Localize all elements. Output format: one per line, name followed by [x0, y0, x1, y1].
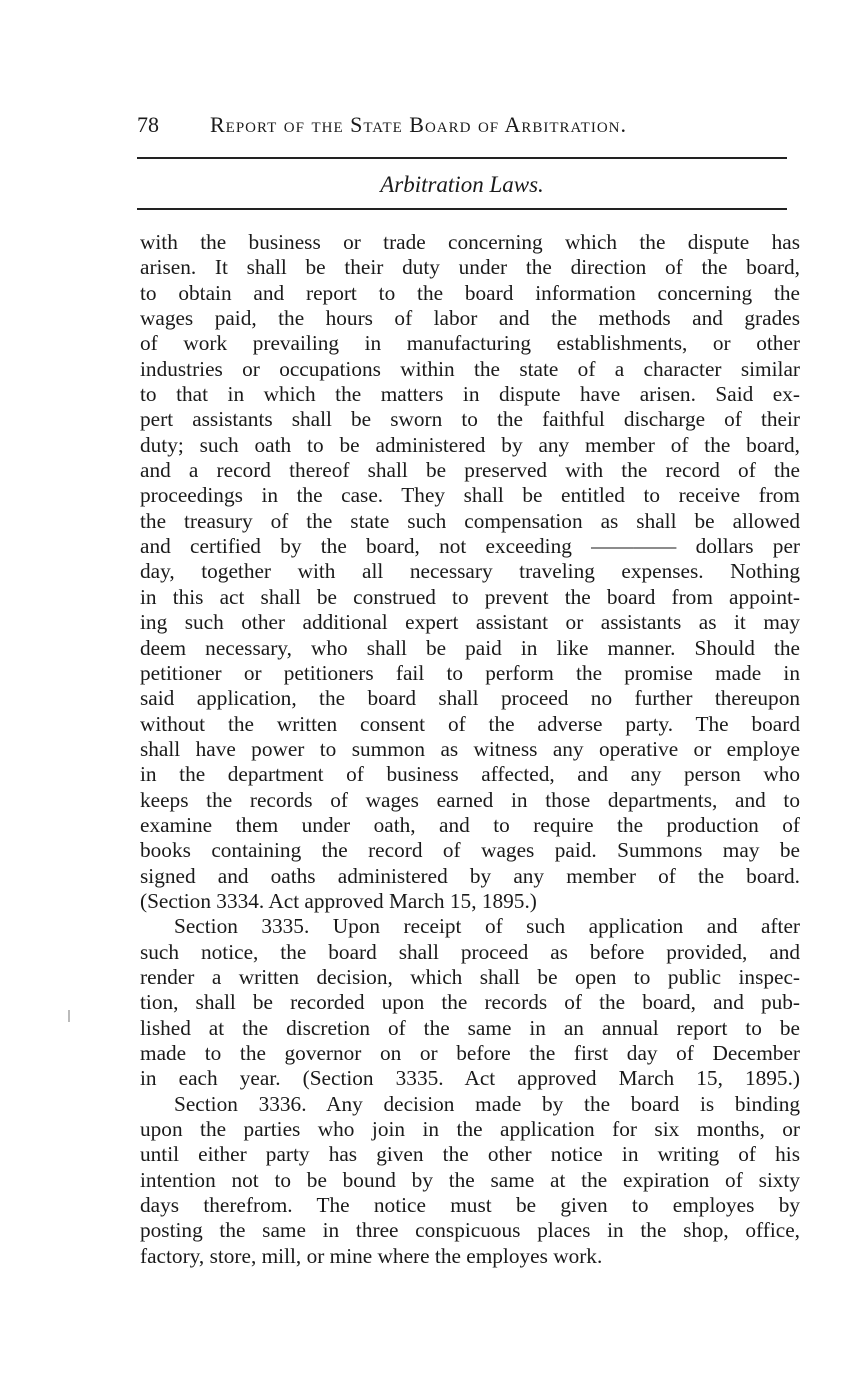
text-line: made to the governor on or before the first day of December	[140, 1041, 800, 1065]
section-heading: Arbitration Laws.	[380, 172, 544, 197]
text-line: examine them under oath, and to require the production of	[140, 812, 800, 837]
text-line: deem necessary, who shall be paid in like manner. Should the	[140, 635, 800, 660]
text-line: pert assistants shall be sworn to the faithful discharge of their	[140, 407, 800, 432]
text-line: intention not to be bound by the same at the expiration of sixty	[140, 1167, 800, 1192]
text-line: said application, the board shall proceed no further thereupon	[140, 686, 800, 711]
text-line: and a record thereof shall be preserved with the record of the	[140, 458, 800, 483]
text-line: to obtain and report to the board information concerning the	[140, 280, 800, 305]
text-line: wages paid, the hours of labor and the methods and grades	[140, 306, 800, 331]
text-line: signed and oaths administered by any member of the board.	[140, 863, 800, 888]
running-header	[137, 108, 787, 142]
text-line: proceedings in the case. They shall be entitled to receive from	[140, 483, 800, 508]
text-line: industries or occupations within the state of a character similar	[140, 356, 800, 381]
header-rule-bottom	[137, 208, 787, 210]
text-line: tion, shall be recorded upon the records of the board, and pub-	[140, 990, 800, 1015]
text-line: keeps the records of wages earned in those departments, and to	[140, 787, 800, 812]
text-line: in this act shall be construed to prevent the board from appoint-	[140, 584, 800, 609]
text-line: duty; such oath to be administered by any member of the board,	[140, 432, 800, 457]
text-line: ing such other additional expert assistant or assistants as it may	[140, 610, 800, 635]
text-line: upon the parties who join in the application for six months, or	[140, 1117, 800, 1142]
header-rule-top	[137, 157, 787, 159]
text-line: with the business or trade concerning which the dispute has	[140, 230, 800, 254]
text-line: Section 3336. Any decision made by the board is binding	[174, 1091, 800, 1116]
margin-mark	[68, 1010, 70, 1022]
text-line: the treasury of the state such compensation as shall be allowed	[140, 508, 800, 533]
body-text	[140, 230, 800, 1269]
text-line: Section 3335. Upon receipt of such application and after	[174, 914, 800, 939]
text-line: in each year. (Section 3335. Act approved March 15, 1895.)	[140, 1066, 800, 1091]
text-line: such notice, the board shall proceed as before provided, and	[140, 939, 800, 964]
text-line: arisen. It shall be their duty under the direction of the board,	[140, 255, 800, 280]
text-line: to that in which the matters in dispute have arisen. Said ex-	[140, 382, 800, 407]
text-line: without the written consent of the adverse party. The board	[140, 711, 800, 736]
text-line: posting the same in three conspicuous places in the shop, office,	[140, 1218, 800, 1243]
text-line: factory, store, mill, or mine where the employes work.	[140, 1243, 603, 1268]
text-line: in the department of business affected, and any person who	[140, 762, 800, 787]
text-line: until either party has given the other notice in writing of his	[140, 1142, 800, 1167]
text-line: render a written decision, which shall be open to public inspec-	[140, 964, 800, 989]
text-line: and certified by the board, not exceeding ———— dollars per	[140, 534, 800, 559]
text-line: books containing the record of wages paid. Summons may be	[140, 838, 800, 863]
text-line: days therefrom. The notice must be given to employes by	[140, 1193, 800, 1218]
text-line: of work prevailing in manufacturing establishments, or other	[140, 331, 800, 356]
report-title: Report of the State Board of Arbitration.	[210, 112, 627, 137]
page-number: 78	[137, 112, 159, 137]
text-line: lished at the discretion of the same in an annual report to be	[140, 1015, 800, 1040]
text-line: day, together with all necessary traveling expenses. Nothing	[140, 559, 800, 584]
text-line: shall have power to summon as witness any operative or employe	[140, 736, 800, 761]
text-line: petitioner or petitioners fail to perform the promise made in	[140, 660, 800, 685]
text-line: (Section 3334. Act approved March 15, 1895.)	[140, 888, 537, 913]
